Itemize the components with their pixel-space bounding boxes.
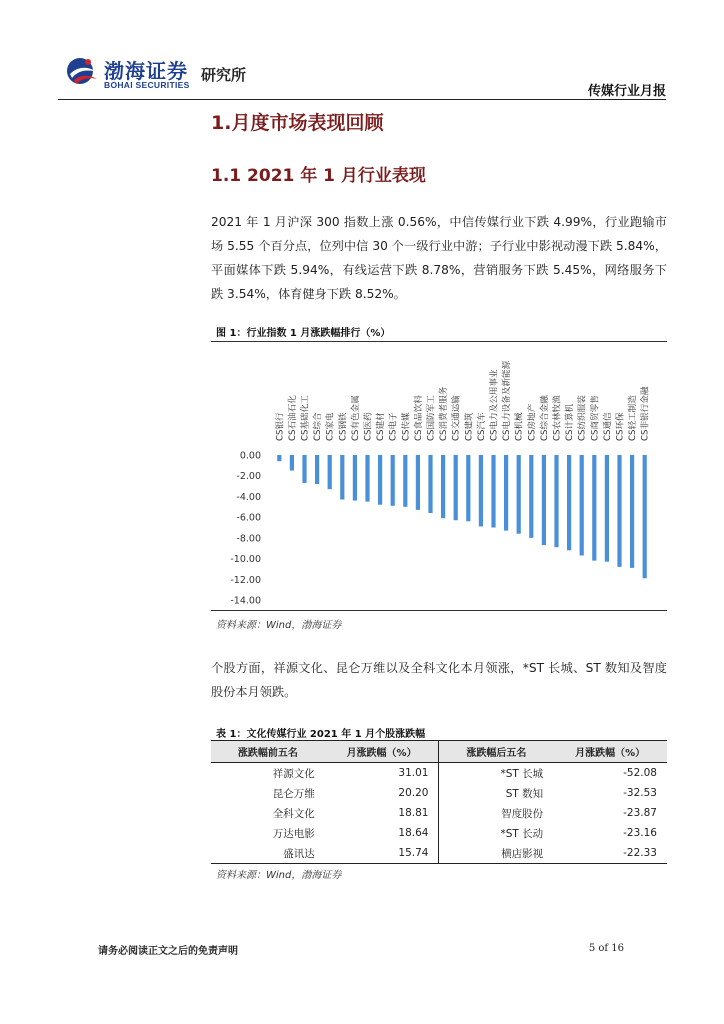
y-tick-label: -2.00: [236, 471, 261, 483]
bar-19: [504, 455, 508, 531]
bar-5: [328, 455, 332, 489]
bottom-stock-name: *ST 长动: [439, 823, 553, 843]
category-label: CS石油石化: [287, 395, 298, 441]
top-stock-change: 31.01: [398, 767, 429, 779]
section-heading: 1.月度市场表现回顾: [211, 112, 384, 134]
bar-3: [302, 455, 306, 483]
y-tick-label: -8.00: [236, 533, 261, 545]
category-label: CS轻工制造: [628, 395, 639, 441]
category-label: CS环保: [615, 412, 626, 441]
table-caption: 表 1：文化传媒行业 2021 年 1 月个股涨跌幅: [216, 729, 426, 740]
top-stock-name: 祥源文化: [272, 767, 315, 780]
bottom-stock-change: -23.87: [623, 807, 657, 819]
bar-21: [529, 455, 533, 538]
bar-9: [378, 455, 382, 505]
bottom-stock-name: 智度股份: [439, 803, 553, 823]
category-label: CS综合金融: [539, 395, 550, 441]
table-header-row: [211, 741, 667, 763]
bar-17: [479, 455, 483, 526]
top-stock-change: 18.81: [398, 807, 429, 819]
category-label: CS汽车: [476, 412, 487, 441]
bottom-stock-change: -32.53: [623, 787, 657, 799]
figure-source: 资料来源：Wind，渤海证券: [216, 620, 342, 631]
category-label: CS农林牧渔: [552, 395, 563, 441]
table-row: [211, 823, 667, 843]
category-label: CS房地产: [527, 403, 538, 441]
y-tick-label: -6.00: [236, 512, 261, 524]
table-row: [211, 803, 667, 823]
y-tick-label: -10.00: [230, 554, 261, 566]
stock-performance-table: [211, 740, 667, 864]
y-tick-label: 0.00: [239, 450, 261, 462]
stock-summary-paragraph: 个股方面，祥源文化、昆仑万维以及全科文化本月领涨，*ST 长城、ST 数知及智度股份本月领跌。: [211, 661, 667, 699]
bar-12: [416, 455, 420, 510]
category-label: CS基础化工: [300, 395, 311, 441]
bar-29: [630, 455, 634, 568]
bar-13: [428, 455, 432, 513]
category-label: CS交通运输: [451, 395, 462, 441]
bar-10: [391, 455, 395, 506]
category-label: CS综合: [313, 412, 324, 441]
table-row: [211, 783, 667, 803]
category-label: CS建材: [376, 412, 387, 441]
category-label: CS商贸零售: [590, 395, 601, 441]
bar-24: [567, 455, 571, 550]
bar-6: [340, 455, 344, 500]
bar-8: [365, 455, 369, 502]
bottom-stock-name: 横店影视: [439, 843, 553, 864]
subsection-heading: 1.1 2021 年 1 月行业表现: [211, 166, 426, 186]
bar-22: [542, 455, 546, 545]
category-label: CS计算机: [565, 403, 576, 441]
institute-label: 研究所: [201, 66, 247, 84]
category-label: CS机械: [514, 412, 525, 441]
industry-performance-paragraph: 2021 年 1 月沪深 300 指数上涨 0.56%，中信传媒行业下跌 4.99%，行业跑输市场 5.55 个百分点，位列中信 30 个一级行业中游；子行业中影视动漫下跌 5.84%，平面媒体下跌 5.94%，有线运营下跌 8.78%，营销服务下跌 5.45%，网络服务下跌 3.54%，体育健身下跌 8.52%。: [211, 215, 667, 301]
bar-30: [643, 455, 647, 578]
top-stock-name: 万达电影: [272, 827, 315, 840]
category-label: CS银行: [275, 412, 286, 441]
figure-caption: 图 1：行业指数 1 月涨跌幅排行（%）: [216, 328, 391, 339]
top-stock-change: 20.20: [398, 787, 429, 799]
header-top-five: 涨跌幅前五名: [211, 741, 325, 763]
bottom-stock-change: -23.16: [623, 827, 657, 839]
bar-26: [592, 455, 596, 561]
bar-4: [315, 455, 319, 484]
category-label: CS电子: [388, 412, 399, 441]
bar-1: [277, 455, 281, 461]
bottom-stock-name: ST 数知: [439, 783, 553, 803]
table-row: [211, 843, 667, 864]
bar-23: [554, 455, 558, 547]
page-number: 5 of 16: [588, 943, 624, 954]
bohai-logo-icon: [66, 54, 98, 88]
y-tick-label: -14.00: [230, 595, 261, 607]
bottom-stock-change: -52.08: [623, 767, 657, 779]
category-label: CS传媒: [401, 412, 412, 441]
category-label: CS消费者服务: [439, 386, 450, 441]
bar-20: [517, 455, 521, 534]
bar-28: [617, 455, 621, 567]
top-stock-change: 18.64: [398, 827, 429, 839]
bar-14: [441, 455, 445, 518]
y-tick-label: -4.00: [236, 491, 261, 503]
bar-16: [466, 455, 470, 521]
category-label: CS食品饮料: [413, 395, 424, 441]
top-stock-name: 全科文化: [272, 807, 315, 820]
category-label: CS钢铁: [338, 412, 349, 441]
bottom-stock-change: -22.33: [553, 843, 667, 864]
bar-2: [290, 455, 294, 471]
bar-7: [353, 455, 357, 501]
logo-chinese-name: 渤海证券: [104, 59, 188, 83]
category-label: CS有色金属: [350, 395, 361, 441]
y-tick-label: -12.00: [230, 574, 261, 586]
top-stock-name: 昆仑万维: [272, 787, 315, 800]
logo-english-name: BOHAI SECURITIES: [104, 80, 190, 90]
bar-25: [580, 455, 584, 555]
bar-27: [605, 455, 609, 562]
bar-15: [454, 455, 458, 520]
category-label: CS电力及公用事业: [489, 369, 500, 441]
table-row: [211, 763, 667, 784]
category-label: CS家电: [325, 412, 336, 441]
report-type: 传媒行业月报: [587, 84, 666, 99]
category-label: CS国防军工: [426, 395, 437, 441]
figure-bottom-rule: [211, 610, 667, 611]
disclaimer-note: 请务必阅读正文之后的免责声明: [98, 946, 238, 957]
bottom-stock-name: *ST 长城: [439, 763, 553, 784]
category-label: CS通信: [602, 412, 613, 441]
category-label: CS建筑: [464, 412, 475, 441]
category-label: CS医药: [363, 412, 374, 441]
bar-18: [491, 455, 495, 528]
category-label: CS纺织服装: [577, 395, 588, 441]
header-bottom-change: 月涨跌幅（%）: [553, 741, 667, 763]
header-bottom-five: 涨跌幅后五名: [439, 741, 553, 763]
table-source: 资料来源：Wind，渤海证券: [216, 870, 342, 881]
category-label: CS非银行金融: [640, 386, 651, 441]
top-stock-change: 15.74: [325, 843, 439, 864]
category-label: CS电力设备及新能源: [502, 360, 513, 441]
header-top-change: 月涨跌幅（%）: [325, 741, 439, 763]
bar-11: [403, 455, 407, 507]
industry-bar-chart: [211, 342, 667, 610]
top-stock-name: 盛讯达: [211, 843, 325, 864]
header-divider: [58, 99, 666, 100]
